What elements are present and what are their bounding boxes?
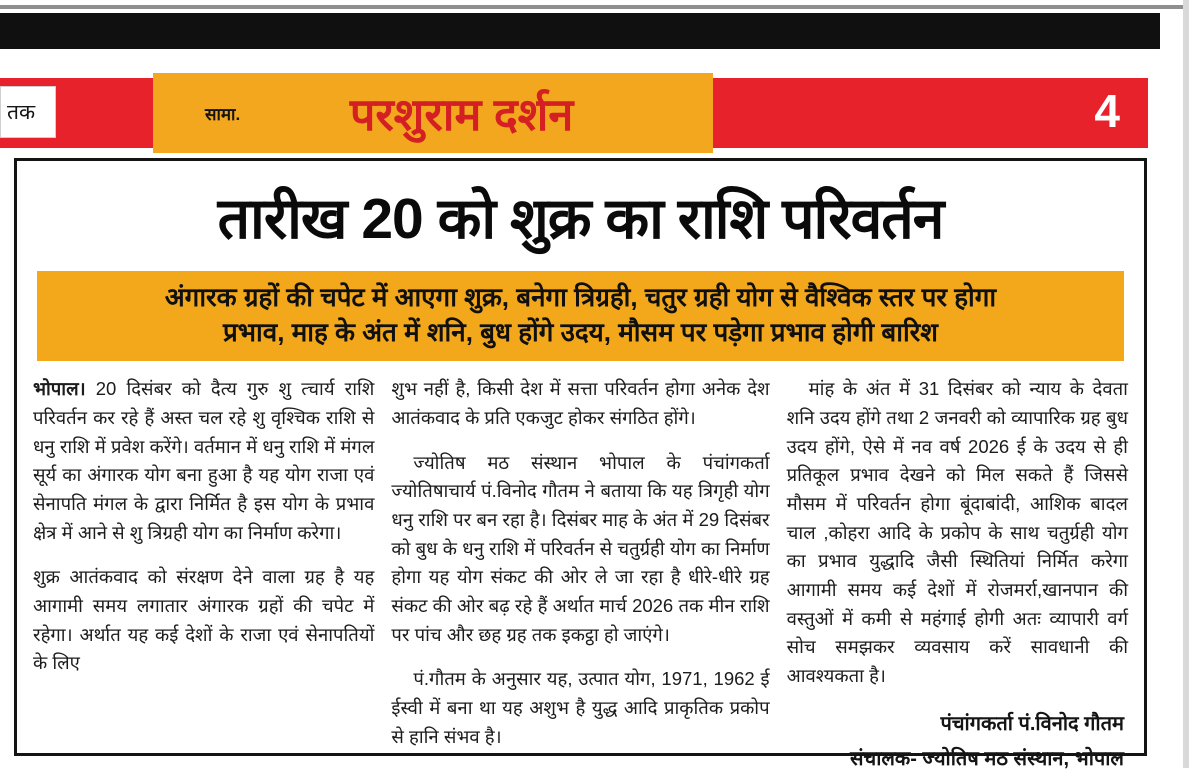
subheadline-line-2: प्रभाव, माह के अंत में शनि, बुध होंगे उदय, मौसम पर पड़ेगा प्रभाव होगी बारिश bbox=[222, 317, 938, 348]
article-column-1 bbox=[33, 375, 374, 776]
body-paragraph: ज्योतिष मठ संस्थान भोपाल के पंचांगकर्ता ज्योतिषाचार्य पं.विनोद गौतम ने बताया कि यह त्रिगृही योग धनु राशि पर बन रहा है। दिसंबर माह के अंत में 29 दिसंबर को बुध के धनु राशि में परिवर्तन से चतुर्ग्रही योग का निर्माण होगा यह योग संकट की ओर ले जा रहा है धीरे-धीरे ग्रह संकट की ओर बढ़ रहे हैं अर्थात मार्च 2026 तक मीन राशि पर पांच और छह ग्रह तक इकट्ठा हो जाएंगे। bbox=[391, 451, 770, 645]
article-subheadline-box bbox=[37, 271, 1124, 361]
paragraph-text: 20 दिसंबर को दैत्य गुरु शु त्चार्य राशि परिवर्तन कर रहे हैं अस्त चल रहे शु वृश्चिक राशि से धनु राशि में प्रवेश करेंगे। वर्तमान में धनु राशि में मंगल सूर्य का अंगारक योग बना हुआ है यह योग राजा एवं सेनापति मंगल के द्वारा निर्मित है इस योग के प्रभाव क्षेत्र में आने से शु त्रिग्रही योग का निर्माण करेगा। bbox=[33, 378, 375, 543]
signature-line-2: संचालक- ज्योतिष मठ संस्थान, भोपाल bbox=[849, 747, 1124, 770]
scan-top-edge-line bbox=[0, 5, 1189, 9]
article-frame bbox=[14, 158, 1147, 770]
body-paragraph: शुक्र आतंकवाद को संरक्षण देने वाला ग्रह है यह आगामी समय लगातार अंगारक ग्रहों की चपेट में रहेगा। अर्थात यह कई देशों के राजा एवं सेनापतियों के लिए bbox=[33, 566, 375, 674]
left-edge-label: तक bbox=[7, 101, 36, 124]
left-edge-label-box bbox=[0, 86, 56, 138]
masthead-strip bbox=[0, 78, 1148, 148]
masthead-title: परशुराम दर्शन bbox=[349, 88, 574, 140]
article-column-2 bbox=[391, 375, 769, 776]
body-paragraph: पं.गौतम के अनुसार यह, उत्पात योग, 1971, 1962 ई ईस्वी में बना था यह अशुभ है युद्ध आदि प्राकृतिक प्रकोप से हानि संभव है। bbox=[391, 668, 770, 747]
top-black-bar bbox=[0, 13, 1160, 49]
masthead-section-label: सामा. bbox=[205, 104, 241, 124]
article-column-3 bbox=[787, 375, 1128, 776]
body-paragraph bbox=[33, 375, 374, 547]
subheadline-line-1: अंगारक ग्रहों की चपेट में आएगा शुक्र, बनेगा त्रिग्रही, चतुर ग्रही योग से वैश्विक स्तर पर होगा bbox=[164, 282, 997, 312]
scan-right-edge bbox=[1183, 0, 1189, 768]
article-columns bbox=[17, 361, 1144, 776]
dateline: भोपाल। bbox=[33, 378, 86, 400]
page-number: 4 bbox=[1094, 85, 1120, 137]
article-signature bbox=[787, 707, 1128, 777]
article-headline: तारीख 20 को शुक्र का राशि परिवर्तन bbox=[217, 187, 944, 251]
body-paragraph: मांह के अंत में 31 दिसंबर को न्याय के देवता शनि उदय होंगे तथा 2 जनवरी को व्यापारिक ग्रह बुध उदय होंगे, ऐसे में नव वर्ष 2026 ई के उदय से ही प्रतिकूल प्रभाव देखने को मिल सकते हैं जिससे मौसम में परिवर्तन होगा बूंदाबांदी, आशिक बादल चाल ,कोहरा आदि के प्रकोप के साथ चतुर्ग्रही योग का प्रभाव युद्धादि जैसी स्थितियां निर्मित करेगा आगामी समय कई देशों में रोजमर्रा,खानपान की वस्तुओं में कमी से महंगाई होगी अतः व्यापारी वर्ग सोच समझकर व्यवसाय करें सावधानी की आवश्यकता है। bbox=[786, 378, 1128, 686]
signature-line-1: पंचांगकर्ता पं.विनोद गौतम bbox=[940, 712, 1124, 735]
body-paragraph: शुभ नहीं है, किसी देश में सत्ता परिवर्तन होगा अनेक देश आतंकवाद के प्रति एकजुट होकर संगठित होंगे। bbox=[391, 378, 770, 428]
masthead-title-box bbox=[153, 73, 713, 153]
